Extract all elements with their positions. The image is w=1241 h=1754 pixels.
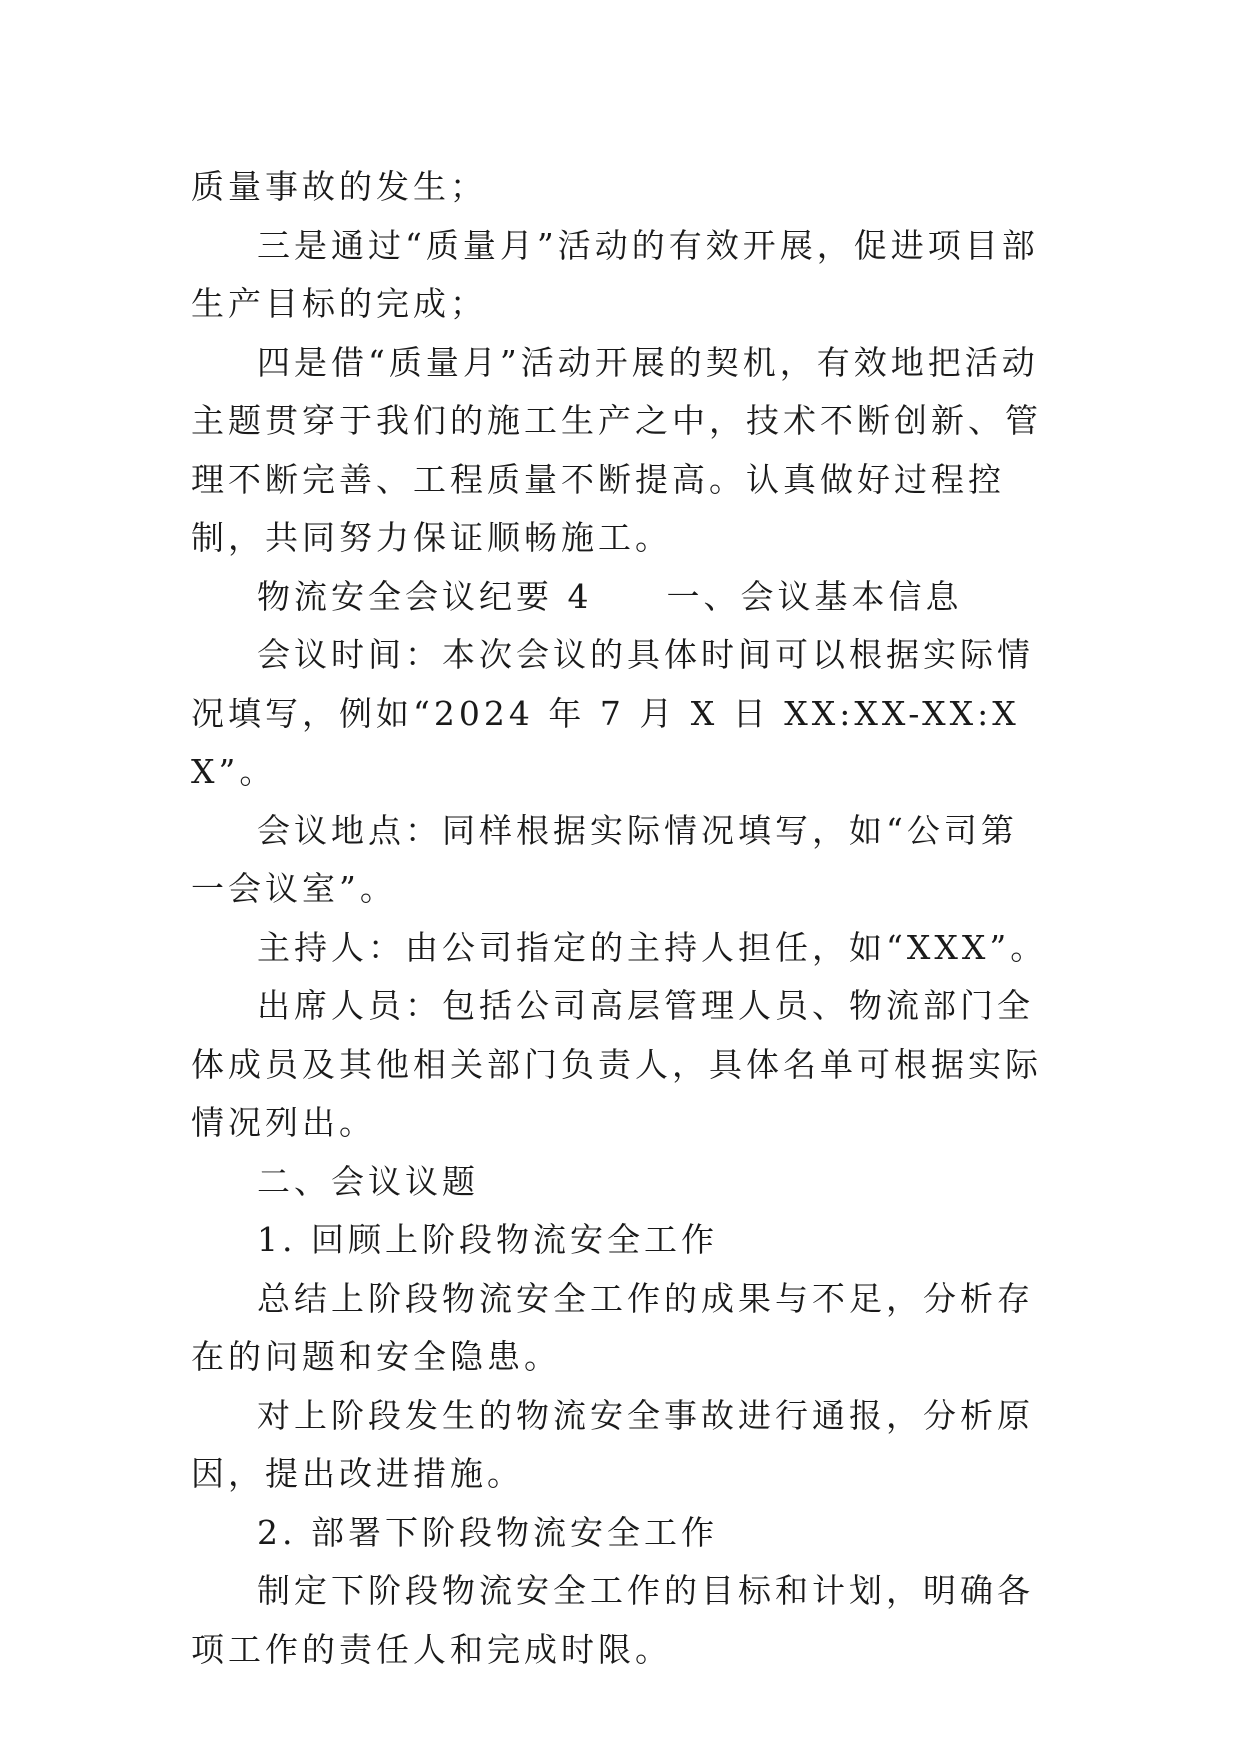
paragraph-meeting-time: 会议时间：本次会议的具体时间可以根据实际情况填写，例如“2024 年 7 月 X 日 XX:XX-XX:XX”。: [191, 635, 1034, 791]
paragraph-host: 主持人：由公司指定的主持人担任，如“XXX”。: [257, 927, 1048, 967]
paragraph-meeting-location: 会议地点：同样根据实际情况填写，如“公司第一会议室”。: [191, 810, 1018, 908]
paragraph-accident-report: 对上阶段发生的物流安全事故进行通报，分析原因，提出改进措施。: [191, 1395, 1034, 1493]
document-body: [191, 158, 1051, 1679]
paragraph-plan: 制定下阶段物流安全工作的目标和计划，明确各项工作的责任人和完成时限。: [191, 1571, 1034, 1669]
paragraph-1: 质量事故的发生；: [191, 167, 487, 206]
paragraph-attendees: 出席人员：包括公司高层管理人员、物流部门全体成员及其他相关部门负责人，具体名单可根据实际情况列出。: [191, 986, 1042, 1142]
paragraph-4-heading: 物流安全会议纪要 4 一、会议基本信息: [257, 576, 963, 616]
paragraph-summary: 总结上阶段物流安全工作的成果与不足，分析存在的问题和安全隐患。: [191, 1278, 1034, 1376]
paragraph-section-2: 二、会议议题: [257, 1161, 479, 1201]
paragraph-item-1: 1. 回顾上阶段物流安全工作: [257, 1220, 718, 1259]
paragraph-item-2: 2. 部署下阶段物流安全工作: [257, 1512, 718, 1552]
paragraph-3: 四是借“质量月”活动开展的契机，有效地把活动主题贯穿于我们的施工生产之中，技术不断创新、管理不断完善、工程质量不断提高。认真做好过程控制，共同努力保证顺畅施工。: [191, 342, 1042, 557]
paragraph-2: 三是通过“质量月”活动的有效开展，促进项目部生产目标的完成；: [191, 225, 1039, 323]
